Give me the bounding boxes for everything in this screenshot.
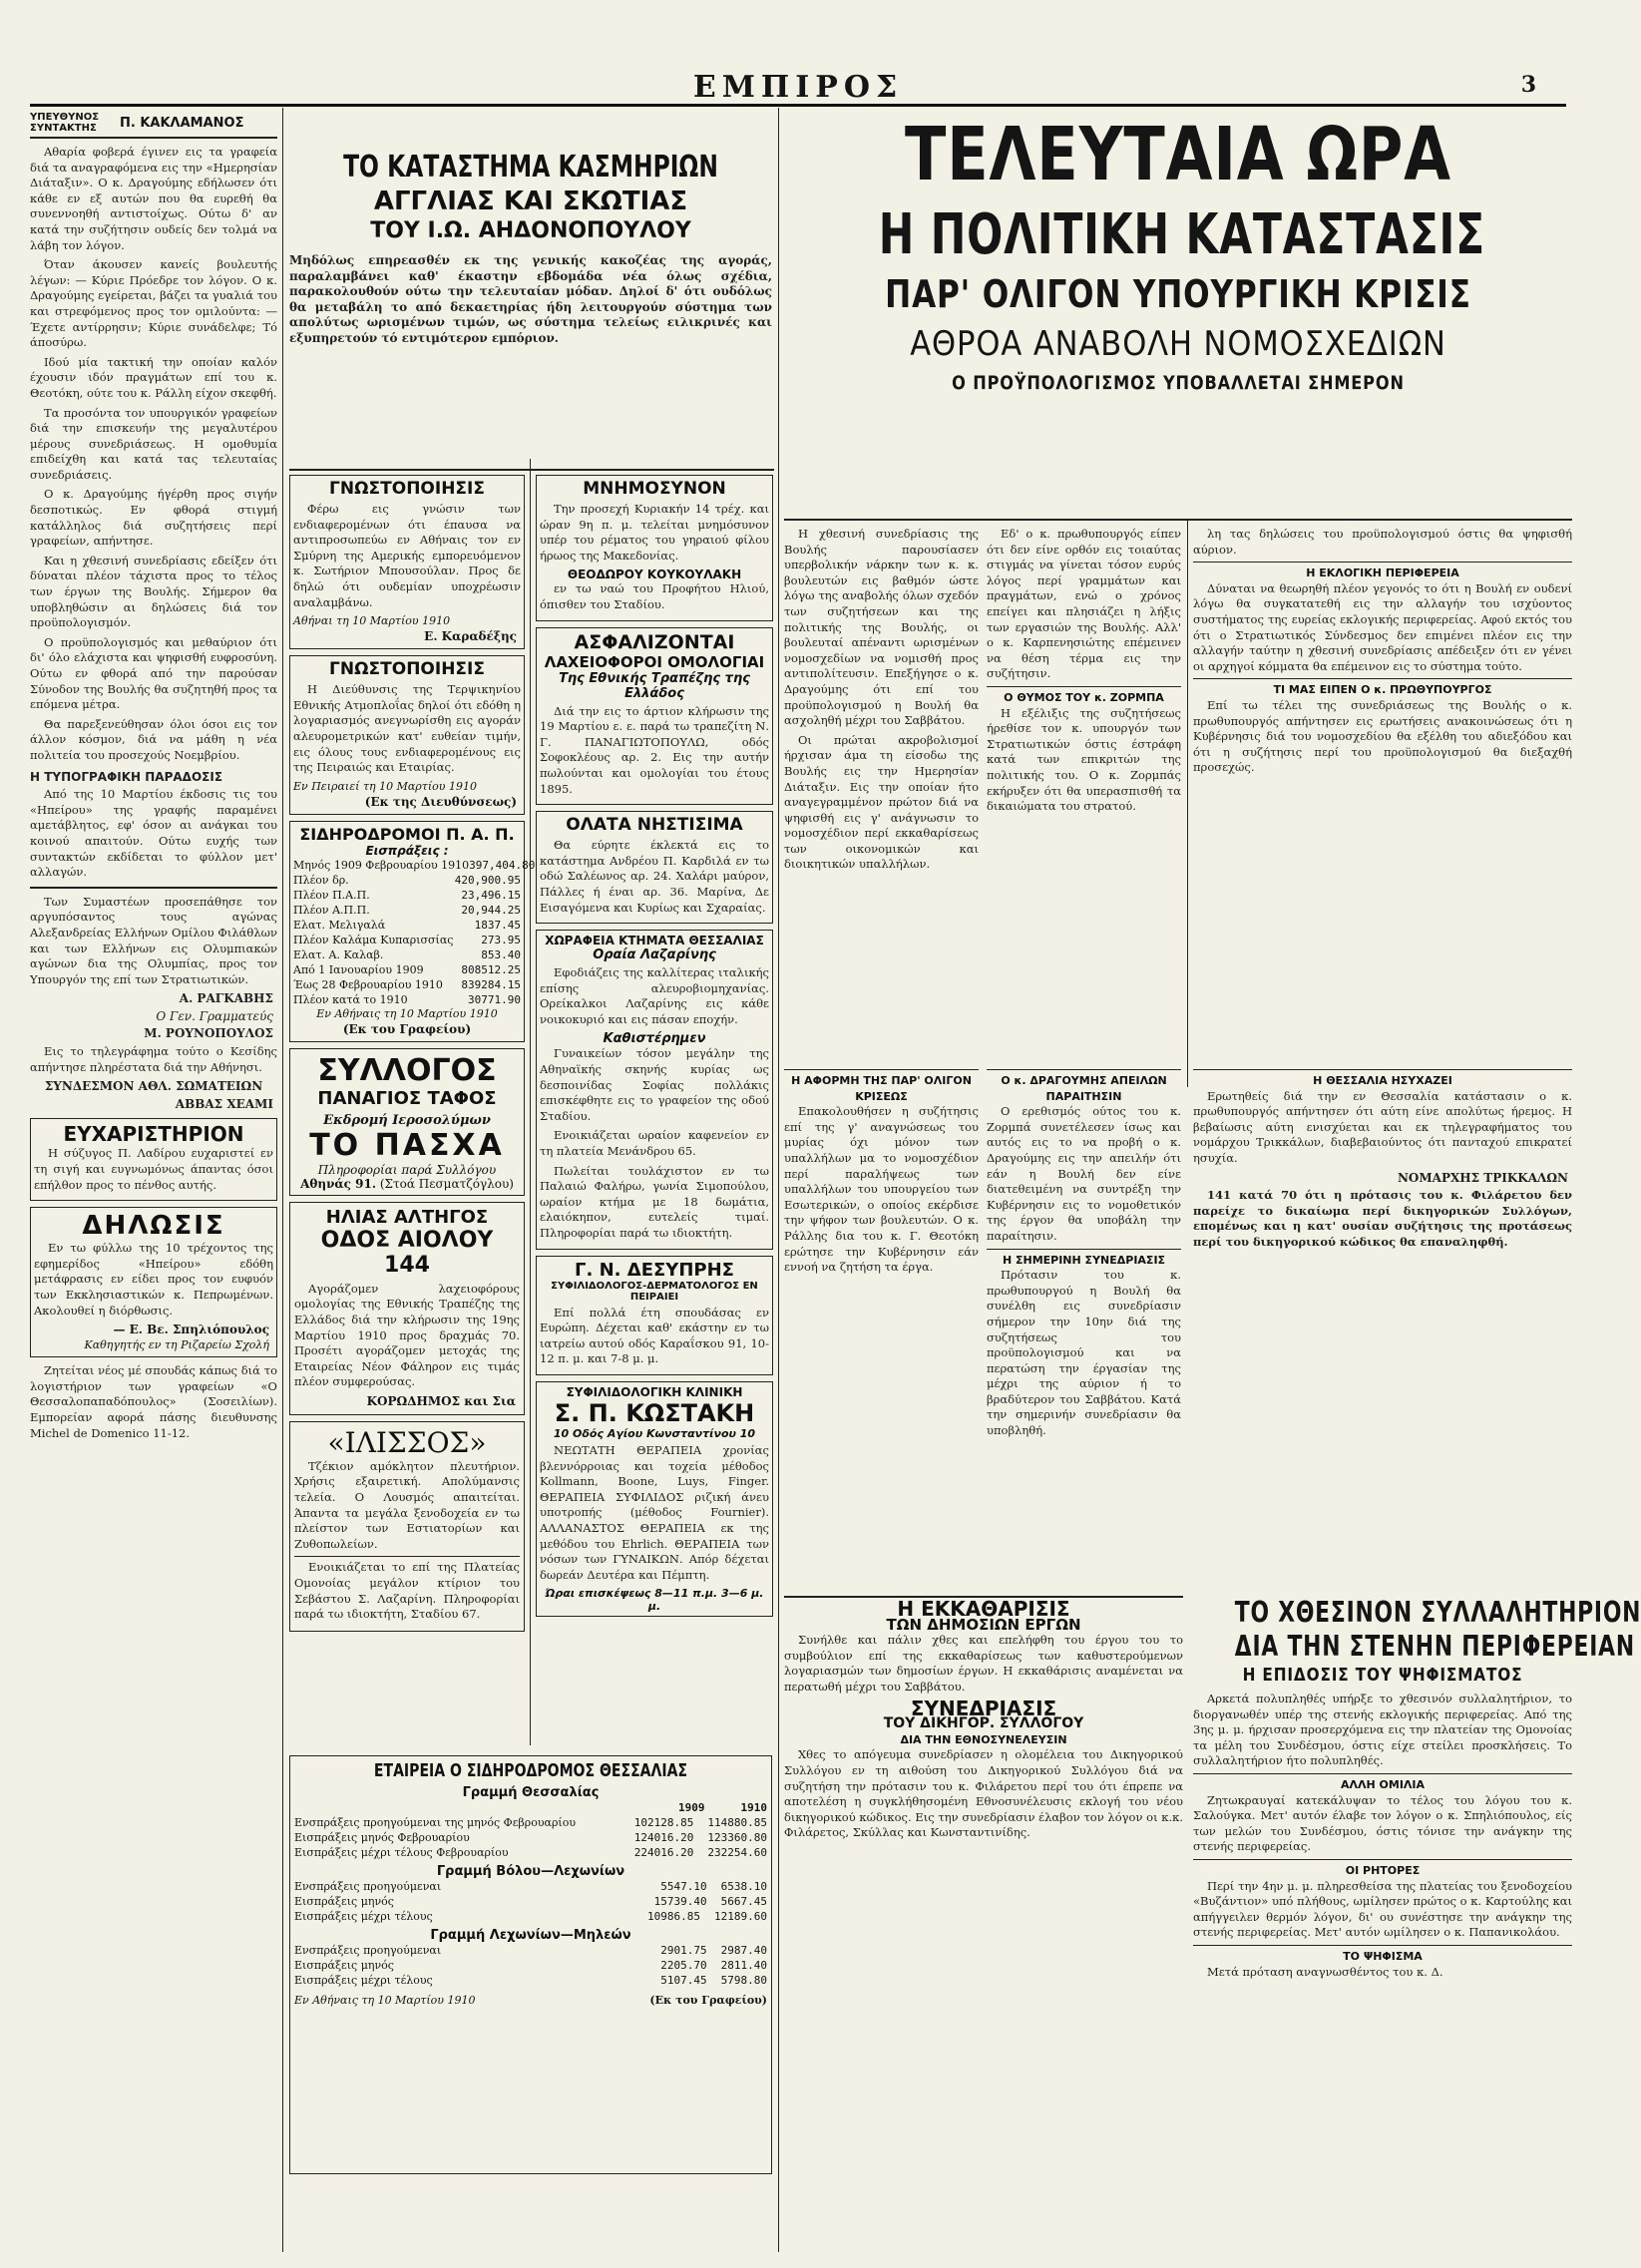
news-text: Ζητωκραυγαί κατεκάλυψαν το τέλος του λόγου του κ. Σαλούγκα. Μετ' αυτόν έλαβε τον λόγον ο κ. Σπηλιόπουλος, είς των μελών του Συνδέσμου, όστις τόνισε την ανάγκην της στενής περιφερείας. (1193, 1792, 1572, 1854)
memorial-name: ΘΕΟΔΩΡΟΥ ΚΟΥΚΟΥΛΑΚΗ (567, 567, 742, 582)
notice-2 (289, 655, 525, 815)
theater-text: Γυναικείων τόσον μεγάλην της Αθηναϊκής σκηνής κυρίας ως δεσποινίδας Σοφίας πολλάκις επισκέφθητε εις το γραφείον της οδού Σταδίου. (540, 1046, 769, 1123)
news-text: Συνήλθε και πάλιν χθες και επελήφθη του έργου του το συμβούλιον επί της εκκαθαρίσεως των καθυστερούμενων λογαριασμών των δημοσίων έργων. Η εκκαθάρισις αναμένεται να περατωθή μέχρι του Σαββάτου. (784, 1633, 1183, 1694)
news-text: Ο ερεθισμός ούτος του κ. Ζορμπά συνετέλεσεν ίσως και αυτός εις το να προβή ο κ. Δραγούμης εις την απειλήν ότι εάν η Βουλή δεν είνε διατεθειμένη να συντρέξη την Κυβέρνησιν εις το νομοθετικόν της έργον θα υποβάλη την παραίτησιν. (987, 1104, 1181, 1243)
table-row (294, 1894, 767, 1909)
clinic-ad (536, 1381, 773, 1617)
row-value: 273.95 (481, 933, 521, 946)
railway-table (293, 858, 536, 1007)
row-label: Εισπράξεις μηνός (294, 1959, 394, 1972)
section-subheading: ΔΙΑ ΤΗΝ ΕΘΝΟΣΥΝΕΛΕΥΣΙΝ (900, 1732, 1067, 1746)
syllogos-line: Εκδρομή Ιεροσολύμων (323, 1112, 491, 1128)
wanted-ad (30, 1363, 277, 1441)
newspaper-name: ΕΜΠΙΡΟΣ (692, 70, 904, 105)
column-rule (1187, 519, 1188, 1087)
row-value: 1837.45 (474, 918, 521, 932)
notice-title: ΓΝΩΣΤΟΠΟΙΗΣΙΣ (329, 479, 485, 499)
altigos-sign: ΚΟΡΩΔΗΜΟΣ και Σια (366, 1393, 516, 1408)
doctor-ad (536, 1256, 773, 1375)
news-column-d (784, 1069, 979, 1588)
railway-subtitle: Εισπράξεις : (365, 843, 449, 858)
store-subtitle: ΑΓΓΛΙΑΣ ΚΑΙ ΣΚΩΤΙΑΣ (373, 187, 688, 216)
news-text: Μετά πρόταση αναγνωσθέντος του κ. Δ. (1207, 1964, 1443, 1979)
fasting-text: Θα εύρητε έκλεκτά εις το κατάστημα Ανδρέου Π. Καρδιλά εν τω οδώ Σαλέωνος αρ. 24. Χαλάρι μαύρον, Πάλλες ή έναι αρ. 36. Μαρίνα, Δε Εισαγόμενα και Κυρίως και Σχαραίας. (540, 838, 769, 915)
section-heading: ΟΙ ΡΗΤΟΡΕΣ (1193, 1859, 1572, 1879)
row-label: Μηνός 1909 Φεβρουαρίου 1910 (293, 858, 470, 872)
altigos-address: ΟΔΟΣ ΑΙΟΛΟΥ 144 (320, 1227, 494, 1278)
table-row (293, 992, 521, 1007)
doctor-name: Γ. Ν. ΔΕΣΥΠΡΗΣ (575, 1259, 734, 1281)
table-row (294, 1909, 767, 1924)
table-row (293, 977, 521, 992)
row-value: 114880.85 (707, 1816, 767, 1829)
railway-sign: (Εκ του Γραφείου) (342, 1021, 472, 1036)
page-number: 3 (1520, 72, 1536, 98)
thanks-notice (30, 1118, 277, 1201)
ilissos-text: Τζέκιον αμόκλητον πλευτήριον. Χρήσις εξαιρετική. Απολύμανσις τελεία. Ο Λουσμός απαιτείται. Άπαντα τα μεγάλα ξενοδοχεία εν τω πλείστον των Εστιατορίων και Ζυθοπωλείων. (294, 1458, 520, 1551)
row-value: 397,404.80 (469, 858, 536, 872)
row-label: Ελατ. Α. Καλαβ. (293, 947, 384, 961)
news-text: Εδ' ο κ. πρωθυπουργός είπεν ότι δεν είνε ορθόν εις τοιαύτας στιγμάς να γίνεται τόσον ευρύς λόγος περί γραμμάτων και πραγμάτων, ενώ ο χρόνος επείγει και πλησιάζει η λήξις των εργασιών της Βουλής. Αλλ' ο κ. Καρπενησιώτης επέμεινεν να θέση τέρμα εις την συζήτησιν. (987, 527, 1181, 681)
row-label: Εισπράξεις μηνός (294, 1895, 394, 1908)
property-text: Πωλείται τουλάχιστον εν τω Παλαιώ Φαλήρω, γωνία Σιμοπούλου, ωραίον κτήμα με 18 δωμάτια, ελαιόκηπον, ευτελείς τιμαί. Πληροφορίαι παρά τω ιδιοκτήτη. (540, 1163, 769, 1240)
table-row (294, 1973, 767, 1988)
table-row (293, 903, 521, 918)
row-value: 2901.75 (660, 1944, 707, 1957)
row-value: 853.40 (481, 947, 521, 961)
section-heading: ΑΛΛΗ ΟΜΙΛΙΑ (1193, 1773, 1572, 1793)
row-label: Εισπράξεις μηνός Φεβρουαρίου (294, 1831, 470, 1844)
typography-text: Από της 10 Μαρτίου έκδοσις τις του «Ηπείρου» της γραφής παραμένει αμετάβλητος, εφ' όσον αι ανάγκαι του κοινού απαιτούν. Ούτω ευχής των συντακτών εκδίδεται το φύλλον μετ' αλλαγών. (30, 787, 277, 880)
year-1910: 1910 (740, 1801, 767, 1814)
row-value: 420,900.95 (454, 873, 521, 887)
row-value: 2811.40 (720, 1959, 767, 1972)
row-label: Εισπράξεις μέχρι τέλους Φεβρουαρίου (294, 1846, 509, 1859)
signature: Α. ΡΑΓΚΑΒΗΣ (179, 991, 273, 1006)
row-label: Ενσπράξεις προηγούμεναι (294, 1944, 442, 1957)
news-text: Αρκετά πολυπληθές υπήρξε το χθεσινόν συλλαλητήριον, το διοργανωθέν υπέρ της στενής εκλογικής περιφερείας. Από της 3ης μ. μ. ήρχισαν προσερχόμενα εις την πλατείαν της Ομονοίας τα μέλη του Συνδέσμου, όστις είχε στείλει προσκλήσεις. Το συλλαλητήριον ήτο πολυπληθές. (1193, 1692, 1572, 1768)
syndesmos-text: Εις το τηλεγράφημα τούτο ο Κεσίδης απήντησε πληρέστατα διά την Αθήνησι. (30, 1044, 277, 1074)
ilissos-ad (289, 1421, 525, 1632)
notice-date: Αθήναι τη 10 Μαρτίου 1910 (293, 614, 451, 628)
row-value: 808512.25 (461, 962, 521, 976)
note-paragraph: Ο κ. Δραγούμης ήγέρθη προς σιγήν δεσποτικώς. Εν φθορά στιγμή κατάλληλος διά συζητήσεις περί γραφείων, απήντησε. (30, 487, 277, 549)
declaration-notice (30, 1207, 277, 1357)
headline-budget: Ο ΠΡΟΫΠΟΛΟΓΙΣΜΟΣ ΥΠΟΒΑΛΛΕΤΑΙ ΣΗΜΕΡΟΝ (952, 372, 1405, 394)
row-label: Πλέον Α.Π.Π. (293, 903, 370, 917)
row-label: Πλέον Καλάμα Κυπαρισσίας (293, 933, 454, 946)
news-text: Η εξέλιξις της συζητήσεως ήρεθίσε τον κ. υπουργόν των Στρατιωτικών όστις έστράφη κατά των επικριτών της πολιτικής του. Ο κ. Ζορμπάς εκήρυξεν ότι θα υπερασπισθή τα δικαιώματα του στρατού. (987, 705, 1181, 814)
railway-year-header (294, 1800, 767, 1815)
row-value: 30771.90 (468, 992, 521, 1006)
railway-rows-3 (294, 1943, 767, 1988)
railway-title: ΣΙΔΗΡΟΔΡΟΜΟΙ Π. Α. Π. (299, 824, 515, 844)
row-label: Ενσπράξεις προηγούμεναι της μηνός Φεβρουαρίου (294, 1816, 577, 1829)
row-value: 232254.60 (707, 1846, 767, 1859)
railway-line-title: Γραμμή Λεχωνίων—Μηλεών (430, 1928, 631, 1943)
notice-title: ΓΝΩΣΤΟΠΟΙΗΣΙΣ (329, 659, 485, 680)
row-value: 102128.85 (633, 1816, 694, 1829)
announcement-text: Των Συμαστέων προσεπάθησε τον αργυπόσαντος τους αγώνας Αλεξανδρείας Ελλήνων Ομίλου Φιλάθλων και των Ελλήνων εις Ολυμπιακών αγώνων δια της Ολυμπίας, προς τον Υπουργόν της επί των Στρατιωτικών. (30, 894, 277, 986)
clinic-name: Σ. Π. ΚΩΣΤΑΚΗ (554, 1398, 755, 1427)
syllogos-pascha: ΤΟ ΠΑΣΧΑ (309, 1127, 505, 1163)
altigos-text: Αγοράζομεν λαχειοφόρους ομολογίας της Εθνικής Τραπέζης της Ελλάδος διά την κλήρωσιν της 19ης Μαρτίου 1910 προς δραχμάς 70. Προσέτι αγοράζομεν μετοχάς της Εταιρείας Νέον Φάληρον εις τιμάς πλέον συμφερούσας. (294, 1281, 520, 1389)
note-paragraph: Ιδού μία τακτική την οποίαν καλόν έχουσιν ιδόν πραγμάτων επί του κ. Θεοτόκη, ούτε του κ. Ράλλη είχον σκεφθή. (30, 354, 277, 400)
note-paragraph: Τα προσόντα τον υπουργικόν γραφείων διά την επισκευήν της μεγαλυτέρου μέρους συνεδριάσεως. Η ομοθυμία επιδείχθη και κατά τας τελευταίας συνεδριάσεις. (30, 405, 277, 482)
news-text: Περί την 4ην μ. μ. πληρεσθείσα της πλατείας του ξενοδοχείου «Βυζάντιον» υπό πλήθους, ωμίλησεν πρώτος ο κ. Καρτούλης και απήγγειλεν θερμόν λόγον, δι' ου συνέστησε την ανάγκην της στενής περιφερείας. Μετ' αυτόν ωμίλησεν ο κ. Παπανικολάου. (1193, 1878, 1572, 1940)
table-row (294, 1943, 767, 1958)
railway-date: Εν Αθήναις τη 10 Μαρτίου 1910 (294, 1994, 476, 2007)
memorial-place: εν τω ναώ του Προφήτου Ηλιού, όπισθεν του Σταδίου. (540, 581, 769, 611)
signature: Μ. ΡΟΥΝΟΠΟΥΛΟΣ (144, 1026, 273, 1041)
parliament-notes (30, 145, 277, 1112)
section-heading: Ο κ. ΔΡΑΓΟΥΜΗΣ ΑΠΕΙΛΩΝ ΠΑΡΑΙΤΗΣΙΝ (987, 1069, 1181, 1104)
note-paragraph: Αθαρία φοβερά έγινεν εις τα γραφεία διά τα αναγραφόμενα εις την «Ημερησίαν Διάταξιν». Ο κ. Δραγούμης εδήλωσεν ότι κάθε εν εξ αυτών που θα ευρεθή θα συνεννοηθή αντιστοίχως. Ούτω δ' αν κατά την συζήτησιν ουδείς δεν τολμά να λάβη τον λόγον. (30, 145, 277, 252)
notice-sign: Ε. Καραδέξης (424, 629, 517, 644)
thanks-text: Η σύζυγος Π. Λαδίρου ευχαριστεί εν τη σιγή και ευγνωμόνως άπαντας όσοι επήλθον προς το πένθος αυτής. (34, 1146, 273, 1192)
section-heading: Ο ΘΥΜΟΣ ΤΟΥ κ. ΖΟΡΜΠΑ (987, 686, 1181, 706)
railway-sign: (Εκ του Γραφείου) (649, 1994, 767, 2007)
thanks-title: ΕΥΧΑΡΙΣΤΗΡΙΟΝ (63, 1122, 244, 1147)
row-value: 5798.80 (720, 1974, 767, 1987)
section-heading: Η ΕΚΚΑΘΑΡΙΣΙΣ (784, 1596, 1183, 1618)
headline-main: Η ΠΟΛΙΤΙΚΗ ΚΑΤΑΣΤΑΣΙΣ (878, 202, 1485, 267)
railway-rows-1 (294, 1815, 767, 1860)
section-heading: ΤΙ ΜΑΣ ΕΙΠΕΝ Ο κ. ΠΡΩΘΥΠΟΥΡΓΟΣ (1193, 678, 1572, 698)
banner-title: ΤΕΛΕΥΤΑΙΑ ΩΡΑ (905, 112, 1451, 197)
table-row (294, 1879, 767, 1894)
altigos-ad (289, 1202, 525, 1415)
thessaly-text: Εφοδιάζεις της καλλίτερας ιταλικής επίσης αλευροβιομηχανίας. Ορείκαλκοι Λαζαρίνης εις κάθε νοικοκυριό και εις πάσαν εποχήν. (540, 965, 769, 1026)
doctor-text: Επί πολλά έτη σπουδάσας εν Ευρώπη. Δέχεται καθ' εκάστην εν τω ιατρείω αυτού οδός Καραΐσκου 91, 10-12 π. μ. και 7-8 μ. μ. (540, 1305, 769, 1366)
thessaly-ad (536, 930, 773, 1250)
news-column-c (1193, 527, 1572, 1065)
signature: — Ε. Βε. Σπηλιόπουλος (113, 1323, 269, 1337)
notice-text: Η Διεύθυνσις της Τερψικηνίου Εθνικής Ατμοπλοΐας δηλοί ότι εδόθη η λογαριασμός ανεγνωρίσθη εις αγοράν αλευρομετρικών κατ' ευθείαν τιμήν, εις όλους τους ενδιαφερομένους εις της Πειραιώς και Εταιρίας. (293, 682, 521, 775)
theater-notice: Ενοικιάζεται ωραίον καφενείον εν τη πλατεία Μενάνδρου 65. (540, 1128, 769, 1159)
table-row (293, 933, 521, 947)
syllogos-address: Αθηνάς 91. (300, 1176, 377, 1191)
note-paragraph: Όταν άκουσεν κανείς βουλευτής λέγων: — Κύριε Πρόεδρε τον λόγον. Ο κ. Δραγούμης εγείρεται, βάζει τα γυαλιά του και στρεφόμενος προς τον ομιλούντα: — Έχετε αντίρρησιν; Κύριε συνάδελφε; Τό άποσύρω. (30, 257, 277, 350)
row-label: Πλέον δρ. (293, 873, 349, 887)
store-title: ΤΟ ΚΑΤΑΣΤΗΜΑ ΚΑΣΜΗΡΙΩΝ (343, 150, 718, 185)
row-value: 839284.15 (461, 977, 521, 991)
syllogos-ad (289, 1048, 525, 1196)
rally-subtitle: Η ΕΠΙΔΟΣΙΣ ΤΟΥ ΨΗΦΙΣΜΑΤΟΣ (1242, 1665, 1523, 1686)
row-value: 20,944.25 (461, 903, 521, 917)
row-value: 5107.45 (660, 1974, 707, 1987)
column-rule (530, 459, 531, 1745)
thessaly-railway-table (289, 1755, 772, 2174)
row-value: 23,496.15 (461, 888, 521, 902)
row-value: 15739.40 (653, 1895, 707, 1908)
ilissos-notice: Ενοικιάζεται το επί της Πλατείας Ομονοίας μεγάλον κτίριον του Σεβάστου Σ. Λαζαρίνη. Πληροφορίαι παρά τω ιδιοκτήτη, Σταδίου 67. (294, 1560, 520, 1622)
table-row (293, 888, 521, 903)
news-text: 141 κατά 70 ότι η πρότασις του κ. Φιλάρετου δεν παρείχε το δικαίωμα περί δικηγορικών Συλλόγων, επομένως και η κατ' ουσίαν συζήτησις της προτάσεως περί του δικηγορικού κώδικος θα επαναληφθή. (1193, 1188, 1572, 1249)
insurance-title: ΑΣΦΑΛΙΖΟΝΤΑΙ (574, 630, 735, 653)
clinic-address: 10 Οδός Αγίου Κωνσταντίνου 10 (553, 1426, 756, 1440)
railway-date: Εν Αθήναις τη 10 Μαρτίου 1910 (316, 1006, 498, 1020)
section-heading: Η ΑΦΟΡΜΗ ΤΗΣ ΠΑΡ' ΟΛΙΓΟΝ ΚΡΙΣΕΩΣ (784, 1069, 979, 1104)
thessaly-title: ΧΩΡΑΦΕΙΑ ΚΤΗΜΑΤΑ ΘΕΣΣΑΛΙΑΣ (545, 934, 764, 948)
row-value: 224016.20 (633, 1846, 694, 1859)
syndesmos-heading: ΣΥΝΔΕΣΜΟΝ ΑΘΛ. ΣΩΜΑΤΕΙΩΝ (44, 1079, 263, 1094)
news-text: Ερωτηθείς διά την εν Θεσσαλία κατάστασιν ο κ. πρωθυπουργός απήντησεν ότι αύτη είνε απολύτως ήρεμος. Η βεβαίωσις αύτη ενισχύεται και εκ τηλεγραφήματος του νομάρχου Τρικκάλων, διαβεβαιούντος ότι πανταχού επικρατεί ησυχία. (1193, 1088, 1572, 1165)
railway-line-title: Γραμμή Βόλου—Λεχωνίων (436, 1864, 625, 1879)
store-text: Μηδόλως επηρεασθέν εκ της γενικής κακοζέας της αγοράς, παραλαμβάνει καθ' έκαστην εβδομάδα νέα όλως σχέδια, παρακολουθούν ούτω την τελευταίαν μόδαν. Δηλοί δ' ότι ουδόλως θα μεταβάλη το από δεκαετηρίας ήδη λειτουργούν σύστημα των απολύτως ωρισμένων τιμών, ως σύστημα τελείως ειλικρινές και εξυπηρετούν τό εντιμότερον εμπόριον. (289, 253, 772, 345)
news-text: Η χθεσινή συνεδρίασις της Βουλής παρουσίασεν υπερβολικήν νάρκην των κ. κ. βουλευτών εις βαθμόν ώστε λόγω της αναβολής όλων σχεδόν των συζητήσεων και της πολιτικής της Βουλής, οι βουλευταί απέναντι ωρισμένων νομοσχεδίων να νομισθή προς αντιπολίτευσιν. Επεξήγησε ο κ. Δραγούμης ότι επί του προϋπολογισμού η Βουλή θα ασχοληθή μέχρι του Σαββάτου. (784, 527, 979, 728)
table-row (294, 1815, 767, 1830)
insurance-bank: Της Εθνικής Τραπέζης της Ελλάδος (559, 670, 750, 701)
section-heading: Η ΣΗΜΕΡΙΝΗ ΣΥΝΕΔΡΙΑΣΙΣ (987, 1249, 1181, 1269)
news-text: Επί τω τέλει της συνεδριάσεως της Βουλής ο κ. πρωθυπουργός απήντησεν εις ερωτήσεις ανακοινώσεως ότι η Κυβέρνησις διά του νομοσχεδίου θα εξέλθη του αδιεξόδου και ότι η συζήτησις περί του προϋπολογισμού θα διεξαχθή προσεχώς. (1193, 697, 1572, 775)
headline-block (784, 112, 1572, 521)
table-row (294, 1958, 767, 1973)
row-value: 5547.10 (660, 1880, 707, 1893)
cashmere-store-ad (289, 150, 772, 467)
section-heading: ΣΥΝΕΔΡΙΑΣΙΣ (910, 1696, 1057, 1720)
row-label: Πλέον Π.Α.Π. (293, 888, 370, 902)
railway-company-title: ΕΤΑΙΡΕΙΑ Ο ΣΙΔΗΡΟΔΡΟΜΟΣ ΘΕΣΣΑΛΙΑΣ (373, 1760, 688, 1781)
syllogos-info: Πληροφορίαι παρά Συλλόγου (317, 1162, 497, 1177)
memorial-title: ΜΝΗΜΟΣΥΝΟΝ (583, 479, 726, 499)
row-value: 5667.45 (720, 1895, 767, 1908)
news-text: λη τας δηλώσεις του προϋπολογισμού όστις θα ψηφισθή αύριον. (1193, 527, 1572, 557)
row-value: 124016.20 (633, 1831, 694, 1844)
column-1 (30, 112, 277, 2246)
insurance-ad (536, 627, 773, 806)
column-3 (536, 475, 773, 1751)
signature: ΑΒΒΑΣ ΧΕΑΜΙ (175, 1096, 273, 1111)
section-subheading: ΤΟΥ ΔΙΚΗΓΟΡ. ΣΥΛΛΟΓΟΥ (883, 1715, 1084, 1732)
insurance-text: Διά την εις το άρτιον κλήρωσιν της 19 Μαρτίου ε. ε. παρά τω τραπεζίτη Ν. Γ. ΠΑΝΑΓΙΩΤΟΠΟΥΛΩ, οδός Σοφοκλέους αρ. 2. Εις την αυτήν πωλούνται και ομολογίαι του έτους 1895. (540, 703, 769, 796)
news-text: Χθες το απόγευμα συνεδρίασεν η ολομέλεια του Δικηγορικού Συλλόγου εν τη αιθούση του Δικηγορικού Συλλόγου διά να συζητήση την πρότασιν του κ. Φιλάρετου περί του ότι έπρεπε να αποτελέση η συγκλήθησομένη Εθνοσυνέλευσις εκλογή του νέου δικηγορικού κώδικος. Εις την συνεδρίασιν έλαβον τον λόγον οι κ.κ. Φιλάρετος, Σκύλλας και Κωνσταντινίδης. (784, 1747, 1183, 1840)
notice-sign: (Εκ της Διευθύνσεως) (364, 794, 517, 809)
year-1909: 1909 (678, 1801, 705, 1814)
news-text: Οι πρώται ακροβολισμοί ήρχισαν άμα τη είσοδω της Βουλής εις την Ημερησίαν Διάταξιν. Εις την οποίαν ήτο αναγεγραμμένον πρώτον διά να ψηφισθή εις γ' ανάγνωσιν το νομοσχέδιον περί εκκαθαρίσεως των οικονομικών και διοικητικών υπαλλήλων. (784, 732, 979, 872)
table-row (294, 1845, 767, 1860)
row-label: Πλέον κατά το 1910 (293, 992, 408, 1006)
notice-date: Εν Πειραιεί τη 10 Μαρτίου 1910 (293, 779, 477, 793)
news-column-h (1193, 1596, 1641, 2254)
section-heading: ΤΟ ΨΗΦΙΣΜΑ (1193, 1945, 1572, 1965)
wanted-ad-text: Ζητείται νέος μέ σπουδάς κάπως διά το λογιστήριον των γραφείων «Ο Θεσσαλοπαπαδόπουλος» (Σοσειλίων). Εμπορείαν αφορά πάσης διευθυνσης Michel de Domenico 11-12. (30, 1363, 277, 1440)
row-label: Ενσπράξεις προηγούμεναι (294, 1880, 442, 1893)
row-value: 2987.40 (720, 1944, 767, 1957)
signature: ΝΟΜΑΡΧΗΣ ΤΡΙΚΚΑΛΩΝ (1397, 1170, 1568, 1185)
row-value: 12189.60 (714, 1910, 767, 1923)
masthead (30, 70, 1566, 107)
syllogos-subtitle: ΠΑΝΑΓΙΟΣ ΤΑΦΟΣ (317, 1087, 497, 1109)
table-row (294, 1830, 767, 1845)
notice-text: Φέρω εις γνώσιν των ενδιαφερομένων ότι έπαυσα να αντιπροσωπεύω εν Αθήναις τον εν Σμύρνη της Αμερικής εμπορευόμενον κ. Σωτήριον Μπουσούλαν. Προς δε δηλώ ότι ουδεμίαν υποχρέωσιν αναλαμβάνω. (293, 502, 521, 609)
doctor-specialty: ΣΥΦΙΛΙΔΟΛΟΓΟΣ-ΔΕΡΜΑΤΟΛΟΓΟΣ ΕΝ ΠΕΙΡΑΙΕΙ (551, 1280, 758, 1303)
insurance-subtitle: ΛΑΧΕΙΟΦΟΡΟΙ ΟΜΟΛΟΓΙΑΙ (544, 652, 765, 671)
railway-receipts (289, 821, 536, 1042)
declaration-title: ΔΗΛΩΣΙΣ (82, 1211, 225, 1242)
news-text: Επακολουθήσεν η συζήτησις επί της γ' αναγνώσεως του μυρίας όχι μόνον των υπαλλήλων μα το νομοσχέδιον περί παραλήψεως των υπαλλήλων του υπουργείου των Εσωτερικών, ο οποίος εκέρδισε την ψήφον των βουλευτών. Ο κ. Ράλλης δια του κ. Γ. Θεοτόκη ερώτησε την Κυβέρνησιν εάν εννοή να ζητήση τα έργα. (784, 1104, 979, 1275)
column-2 (289, 475, 536, 1771)
signature-role: Καθηγητής εν τη Ριζαρείω Σχολή (84, 1338, 269, 1352)
news-text: Δύναται να θεωρηθή πλέον γεγονός το ότι η Βουλή εν ουδενί λόγω θα συγκατατεθή εις την αλλαγήν του ισχύοντος συστήματος της ευρείας εκλογικής περιφερείας. Αφού εκτός του ότι ο Στρατιωτικός Σύνδεσμος δεν επιμένει πλέον εις την αλλαγήν ταύτην η χθεσινή συνεδρίασις απέδειξεν ότι εν γένει οι αρχηγοί κόμματα θα επέμεινον εις το σύστημα τούτο. (1193, 580, 1572, 673)
news-column-a (784, 527, 979, 1065)
row-value: 2205.70 (660, 1959, 707, 1972)
news-column-e (987, 1069, 1181, 1588)
headline-crisis: ΠΑΡ' ΟΛΙΓΟΝ ΥΠΟΥΡΓΙΚΗ ΚΡΙΣΙΣ (885, 272, 1471, 316)
notice-1 (289, 475, 525, 649)
column-rule (778, 108, 779, 2252)
news-column-b (987, 527, 1181, 1065)
table-row (293, 858, 536, 873)
note-paragraph: Και η χθεσινή συνεδρίασις εδείξεν ότι δύναται πλέον τάχιστα προς το τέλος των έργων της Βουλής. Σήμερον θα υποβληθώσιν αι δηλώσεις διά τον προϋπολογισμόν. (30, 553, 277, 630)
editor-label: ΥΠΕΥΘΥΝΟΣ ΣΥΝΤΑΚΤΗΣ (30, 112, 100, 134)
rally-title-2: ΔΙΑ ΤΗΝ ΣΤΕΝΗΝ ΠΕΡΙΦΕΡΕΙΑΝ (1234, 1630, 1635, 1663)
row-label: Εισπράξεις μέχρι τέλους (294, 1910, 433, 1923)
editor-name: Π. ΚΑΚΛΑΜΑΝΟΣ (120, 115, 244, 131)
syllogos-title: ΣΥΛΛΟΓΟΣ (317, 1052, 497, 1088)
row-label: Εισπράξεις μέχρι τέλους (294, 1974, 433, 1987)
store-owner: ΤΟΥ Ι.Ω. ΑΗΔΟΝΟΠΟΥΛΟΥ (370, 218, 691, 243)
railway-rows-2 (294, 1879, 767, 1924)
table-row (293, 873, 521, 888)
note-paragraph: Ο προϋπολογισμός και μεθαύριον ότι δι' όλο ελάχιστα και ψηφισθή ευφροσύνη. Ούτω εν φθορά από την παρούσαν Σύνοδον της Βουλής θα συζητηθή προς τα επόμενα μέτρα. (30, 634, 277, 712)
row-label: Από 1 Ιανουαρίου 1909 (293, 962, 424, 976)
table-row (293, 947, 521, 962)
altigos-title: ΗΛΙΑΣ ΑΛΤΗΓΟΣ (325, 1206, 489, 1228)
news-column-g (784, 1596, 1183, 2244)
clinic-hours: Ώραι επισκέψεως 8—11 π.μ. 3—6 μ. μ. (545, 1587, 764, 1614)
row-value: 10986.85 (647, 1910, 701, 1923)
fasting-ad (536, 811, 773, 924)
table-row (293, 918, 521, 933)
declaration-text: Εν τω φύλλω της 10 τρέχοντος της εφημερίδος «Ηπείρου» εδόθη μετάφρασις εν είδει προς τον ευφυόν των Εκκλησιαστικών κ. Πεπρωμένων. Ακολουθεί η διόρθωσις. (34, 1241, 273, 1318)
column-rule (282, 108, 283, 2252)
theater-title: Καθιστέρημεν (603, 1031, 706, 1047)
editor-header (30, 112, 277, 139)
memorial-text: Την προσεχή Κυριακήν 14 τρέχ. και ώραν 9η π. μ. τελείται μνημόσυνον υπέρ του ρέματος του γηραιού φίλου ήρωος της Μακεδονίας. (540, 502, 769, 563)
section-subheading: ΤΩΝ ΔΗΜΟΣΙΩΝ ΕΡΓΩΝ (886, 1615, 1081, 1634)
signature-role: Ο Γεν. Γραμματεύς (156, 1008, 273, 1023)
row-label: Ελατ. Μελιγαλά (293, 918, 386, 932)
thessaly-subtitle: Οραία Λαζαρίνης (593, 947, 716, 963)
memorial-notice (536, 475, 773, 621)
news-text: Πρότασιν του κ. πρωθυπουργού η Βουλή θα συνέλθη εις συνεδρίασιν σήμερον την 10ην διά της συζητήσεως του προϋπολογισμού και να περατώση την έργασίαν της μέχρι της αύριον ή το βραδύτερον του Σαββάτου. Κατά την σημερινήν συνεδρίασιν θα υποβληθή. (987, 1268, 1181, 1438)
table-row (293, 962, 521, 977)
clinic-text: ΝΕΩΤΑΤΗ ΘΕΡΑΠΕΙΑ χρονίας βλεννόρροιας και τοχεία μέθοδος Kollmann, Boone, Luys, Finger. ΘΕΡΑΠΕΙΑ ΣΥΦΙΛΙΔΟΣ ριζική άνευ υποτροπής (μέθοδος Fournier). ΑΛΛΑΝΑΣΤΟΣ ΘΕΡΑΠΕΙΑ εκ της μεθόδου του Ehrlich. ΘΕΡΑΠΕΙΑ των νόσων των ΓΥΝΑΙΚΩΝ. Απόρ δέχεται δωρεάν Δευτέρα και Πέμπτη. (540, 1442, 769, 1582)
fasting-title: ΟΛΑΤΑ ΝΗΣΤΙΣΙΜΑ (566, 815, 743, 836)
note-paragraph: Θα παρεξενεύθησαν όλοι όσοι εις τον άλλον κόσμον, διά να μάθη η νέα πολιτεία του προσεχούς Νοεμβρίου. (30, 716, 277, 762)
ilissos-title: «ΙΛΙΣΣΟΣ» (327, 1425, 487, 1459)
news-column-f (1193, 1069, 1572, 1588)
typography-heading: Η ΤΥΠΟΓΡΑΦΙΚΗ ΠΑΡΑΔΟΣΙΣ (30, 769, 223, 784)
railway-line-title: Γραμμή Θεσσαλίας (462, 1785, 600, 1800)
row-value: 6538.10 (720, 1880, 767, 1893)
headline-bills: ΑΘΡΟΑ ΑΝΑΒΟΛΗ ΝΟΜΟΣΧΕΔΙΩΝ (910, 324, 1446, 364)
rally-title: ΤΟ ΧΘΕΣΙΝΟΝ ΣΥΛΛΑΛΗΤΗΡΙΟΝ (1234, 1596, 1641, 1629)
syllogos-address-note: (Στοά Πεσματζόγλου) (379, 1176, 514, 1191)
section-heading: Η ΘΕΣΣΑΛΙΑ ΗΣΥΧΑΖΕΙ (1193, 1069, 1572, 1089)
clinic-title: ΣΥΦΙΛΙΔΟΛΟΓΙΚΗ ΚΛΙΝΙΚΗ (566, 1384, 743, 1399)
row-value: 123360.80 (707, 1831, 767, 1844)
section-heading: Η ΕΚΛΟΓΙΚΗ ΠΕΡΙΦΕΡΕΙΑ (1193, 562, 1572, 581)
row-label: Έως 28 Φεβρουαρίου 1910 (293, 977, 443, 991)
